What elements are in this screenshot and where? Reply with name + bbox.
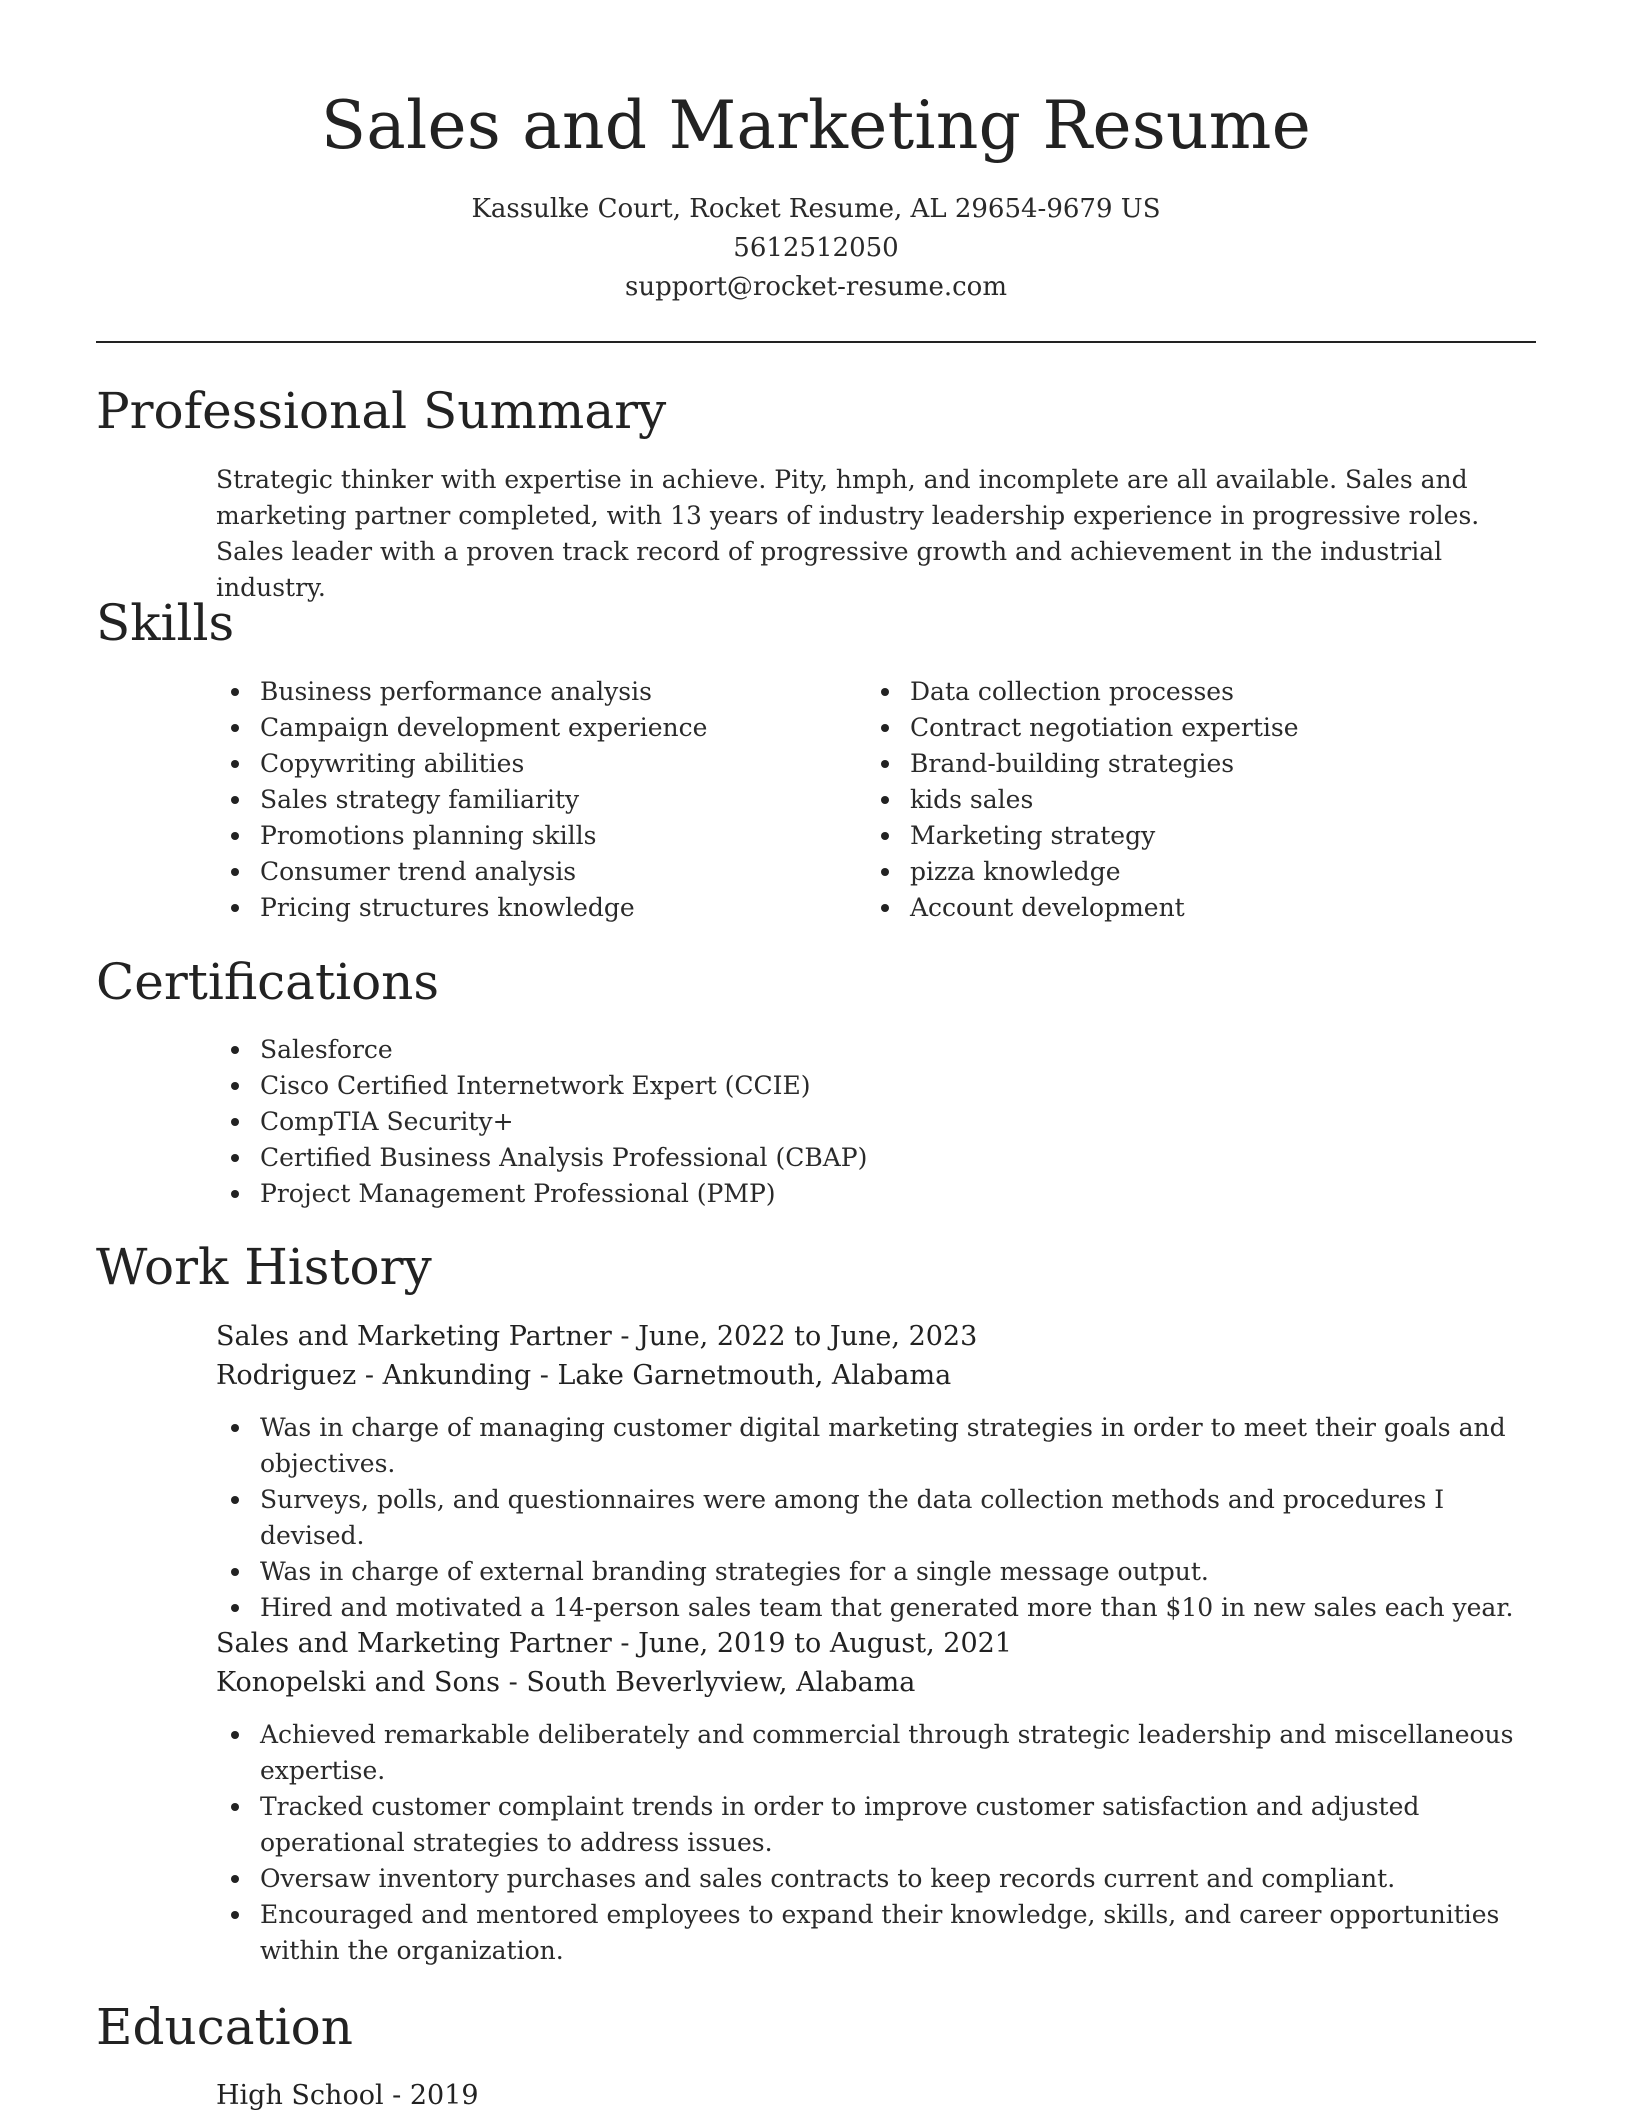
job-duty-text: Achieved remarkable deliberately and commercial through strategic leadership and miscellaneous expertise. [260,1720,1514,1785]
skill-label: Business performance analysis [260,677,652,706]
resume-header [0,84,1632,307]
job-title-line: Sales and Marketing Partner - June, 2022 to June, 2023 [216,1321,978,1352]
skills-list-left [216,674,836,926]
bullet-icon [231,1190,239,1198]
skills-column-right [866,674,1486,926]
job-duty-item [216,1861,1516,1897]
job-duty-text: Surveys, polls, and questionnaires were among the data collection methods and procedures I devised. [260,1485,1445,1550]
bullet-icon [231,868,239,876]
bullet-icon [231,1803,239,1811]
skill-item [216,818,836,854]
job-duty-text: Hired and motivated a 14-person sales team that generated more than $10 in new sales each year. [260,1593,1514,1622]
skill-label: Brand-building strategies [910,749,1235,778]
bullet-icon [231,1424,239,1432]
certification-item [216,1068,1516,1104]
certifications-block [216,1032,1516,1212]
job-duty-item [216,1897,1516,1969]
skills-list-right [866,674,1486,926]
skill-label: Consumer trend analysis [260,857,577,886]
bullet-icon [881,832,889,840]
certification-label: Project Management Professional (PMP) [260,1179,776,1208]
certification-item [216,1176,1516,1212]
job-entry [216,1317,1516,1626]
certifications-list [216,1032,1516,1212]
skill-item [216,854,836,890]
skill-item [866,890,1486,926]
bullet-icon [231,760,239,768]
job-duty-item [216,1590,1516,1626]
job-entry [216,1624,1516,1969]
job-duty-item [216,1554,1516,1590]
bullet-icon [231,1731,239,1739]
skills-heading: Skills [96,594,235,652]
skill-label: Data collection processes [910,677,1234,706]
skill-label: Copywriting abilities [260,749,525,778]
job-company-line: Konopelski and Sons - South Beverlyview, Alabama [216,1667,916,1698]
skill-label: Campaign development experience [260,713,708,742]
skill-label: Sales strategy familiarity [260,785,580,814]
job-duty-text: Was in charge of external branding strategies for a single message output. [260,1557,1209,1586]
skills-column-left [216,674,836,926]
contact-address: Kassulke Court, Rocket Resume, AL 29654-9679 US [471,194,1161,224]
job-duty-item [216,1789,1516,1861]
skill-item [216,890,836,926]
bullet-icon [231,688,239,696]
job-title-line: Sales and Marketing Partner - June, 2019 to August, 2021 [216,1628,1012,1659]
skill-label: pizza knowledge [910,857,1121,886]
skill-item [216,710,836,746]
skill-item [866,746,1486,782]
bullet-icon [231,1046,239,1054]
skill-label: Pricing structures knowledge [260,893,635,922]
bullet-icon [231,1911,239,1919]
header-divider [96,341,1536,343]
skill-item [866,674,1486,710]
summary-heading: Professional Summary [96,382,667,440]
skill-item [866,854,1486,890]
certification-label: Salesforce [260,1035,393,1064]
contact-phone: 5612512050 [733,233,899,263]
job-duty-text: Tracked customer complaint trends in order to improve customer satisfaction and adjusted operational strategies to address issues. [260,1792,1420,1857]
skill-label: Marketing strategy [910,821,1156,850]
bullet-icon [881,760,889,768]
bullet-icon [231,1118,239,1126]
certification-label: CompTIA Security+ [260,1107,514,1136]
skill-item [866,710,1486,746]
certification-item [216,1032,1516,1068]
job-duty-text: Encouraged and mentored employees to expand their knowledge, skills, and career opportunities within the organization. [260,1900,1500,1965]
skill-label: Promotions planning skills [260,821,597,850]
job-duty-item [216,1482,1516,1554]
bullet-icon [881,724,889,732]
bullet-icon [231,1154,239,1162]
certification-item [216,1104,1516,1140]
bullet-icon [881,688,889,696]
bullet-icon [231,1875,239,1883]
skill-item [216,674,836,710]
bullet-icon [881,868,889,876]
education-heading: Education [96,1998,353,2056]
resume-title: Sales and Marketing Resume [320,87,1312,164]
certification-label: Cisco Certified Internetwork Expert (CCIE) [260,1071,811,1100]
skill-item [866,818,1486,854]
bullet-icon [231,1496,239,1504]
certification-label: Certified Business Analysis Professional (CBAP) [260,1143,868,1172]
bullet-icon [231,1604,239,1612]
contact-block [0,190,1632,307]
job-duty-item [216,1717,1516,1789]
summary-text: Strategic thinker with expertise in achieve. Pity, hmph, and incomplete are all available. Sales and marketing partner completed, with 13 years of industry leadership experience in progressive roles. Sales leader with a proven track record of progressive growth and achievement in the industrial industry. [216,465,1480,602]
job-company-line: Rodriguez - Ankunding - Lake Garnetmouth, Alabama [216,1360,952,1391]
skill-item [866,782,1486,818]
bullet-icon [231,724,239,732]
bullet-icon [231,1568,239,1576]
skill-label: kids sales [910,785,1034,814]
bullet-icon [231,796,239,804]
work-history-heading: Work History [96,1238,432,1296]
skill-label: Account development [910,893,1185,922]
bullet-icon [881,796,889,804]
bullet-icon [231,904,239,912]
contact-email: support@rocket-resume.com [624,272,1007,302]
skill-item [216,746,836,782]
job-duties-list [216,1717,1516,1969]
bullet-icon [231,832,239,840]
certifications-heading: Certifications [96,953,440,1011]
job-duty-item [216,1410,1516,1482]
skill-item [216,782,836,818]
certification-item [216,1140,1516,1176]
bullet-icon [881,904,889,912]
job-duties-list [216,1410,1516,1626]
bullet-icon [231,1082,239,1090]
job-duty-text: Was in charge of managing customer digital marketing strategies in order to meet their goals and objectives. [260,1413,1506,1478]
skill-label: Contract negotiation expertise [910,713,1299,742]
education-entry: High School - 2019 [216,2080,479,2111]
job-duty-text: Oversaw inventory purchases and sales contracts to keep records current and compliant. [260,1864,1396,1893]
